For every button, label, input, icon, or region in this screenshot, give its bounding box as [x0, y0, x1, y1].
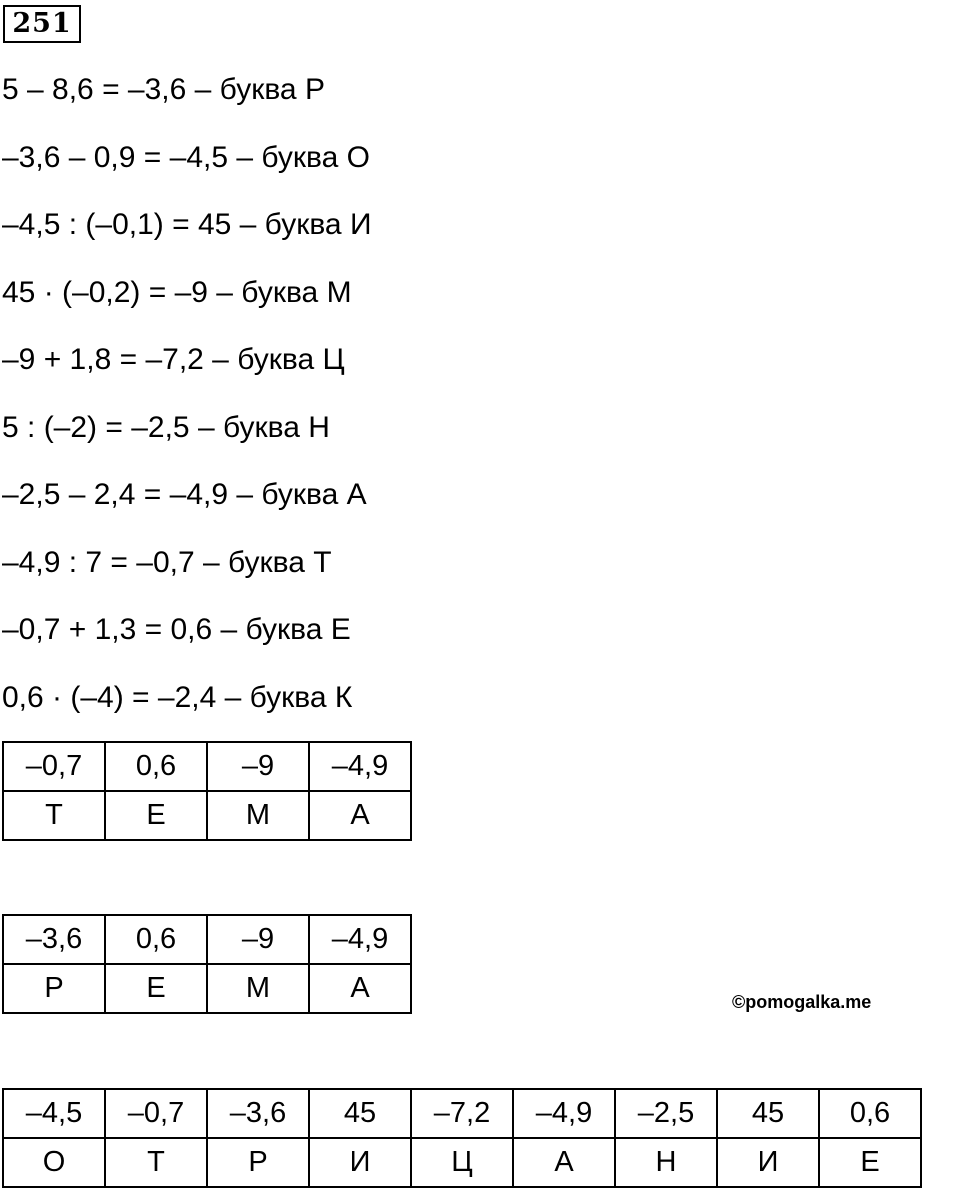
value-cell: –9: [207, 742, 309, 791]
letter-cell: О: [3, 1138, 105, 1187]
letter-cell: Р: [3, 964, 105, 1013]
letter-cell: Н: [615, 1138, 717, 1187]
letter-cell: М: [207, 964, 309, 1013]
solution-line: –3,6 – 0,9 = –4,5 – буква О: [2, 140, 370, 174]
letter-cell: Е: [819, 1138, 921, 1187]
values-row: [3, 1089, 921, 1138]
value-cell: –7,2: [411, 1089, 513, 1138]
letter-cell: А: [309, 964, 411, 1013]
solution-line: –2,5 – 2,4 = –4,9 – буква А: [2, 478, 367, 511]
value-cell: –4,9: [513, 1089, 615, 1138]
letter-cell: Т: [105, 1138, 207, 1187]
letters-row: [3, 791, 411, 840]
letter-cell: Е: [105, 791, 207, 840]
solution-line: 5 – 8,6 = –3,6 – буква Р: [2, 73, 325, 106]
solution-line: –4,5 : (–0,1) = 45 – буква И: [2, 208, 372, 241]
letters-row: [3, 964, 411, 1013]
value-cell: 45: [309, 1089, 411, 1138]
solution-line: –0,7 + 1,3 = 0,6 – буква Е: [2, 613, 351, 646]
letter-cell: Т: [3, 791, 105, 840]
letter-cell: И: [309, 1138, 411, 1187]
letter-cell: А: [513, 1138, 615, 1187]
value-cell: 0,6: [819, 1089, 921, 1138]
value-cell: 45: [717, 1089, 819, 1138]
value-cell: 0,6: [105, 915, 207, 964]
value-cell: –9: [207, 915, 309, 964]
answer-table-3: [2, 1088, 922, 1188]
value-cell: –4,9: [309, 742, 411, 791]
letter-cell: А: [309, 791, 411, 840]
letter-cell: Е: [105, 964, 207, 1013]
value-cell: –4,9: [309, 915, 411, 964]
letter-cell: Ц: [411, 1138, 513, 1187]
letter-cell: М: [207, 791, 309, 840]
value-cell: –3,6: [207, 1089, 309, 1138]
value-cell: –0,7: [105, 1089, 207, 1138]
value-cell: 0,6: [105, 742, 207, 791]
values-row: [3, 915, 411, 964]
task-number: 251: [3, 5, 81, 43]
value-cell: –0,7: [3, 742, 105, 791]
solution-line: –9 + 1,8 = –7,2 – буква Ц: [2, 343, 345, 376]
values-row: [3, 742, 411, 791]
value-cell: –2,5: [615, 1089, 717, 1138]
answer-table-2: [2, 914, 412, 1014]
answer-table-1: [2, 741, 412, 841]
solution-lines: [2, 66, 372, 741]
letter-cell: И: [717, 1138, 819, 1187]
solution-line: 5 : (–2) = –2,5 – буква Н: [2, 410, 330, 444]
watermark: ©pomogalka.me: [732, 992, 872, 1012]
value-cell: –3,6: [3, 915, 105, 964]
letters-row: [3, 1138, 921, 1187]
solution-line: 45 · (–0,2) = –9 – буква М: [2, 275, 352, 309]
solution-line: –4,9 : 7 = –0,7 – буква Т: [2, 545, 332, 579]
solution-line: 0,6 · (–4) = –2,4 – буква К: [2, 680, 353, 714]
value-cell: –4,5: [3, 1089, 105, 1138]
letter-cell: Р: [207, 1138, 309, 1187]
